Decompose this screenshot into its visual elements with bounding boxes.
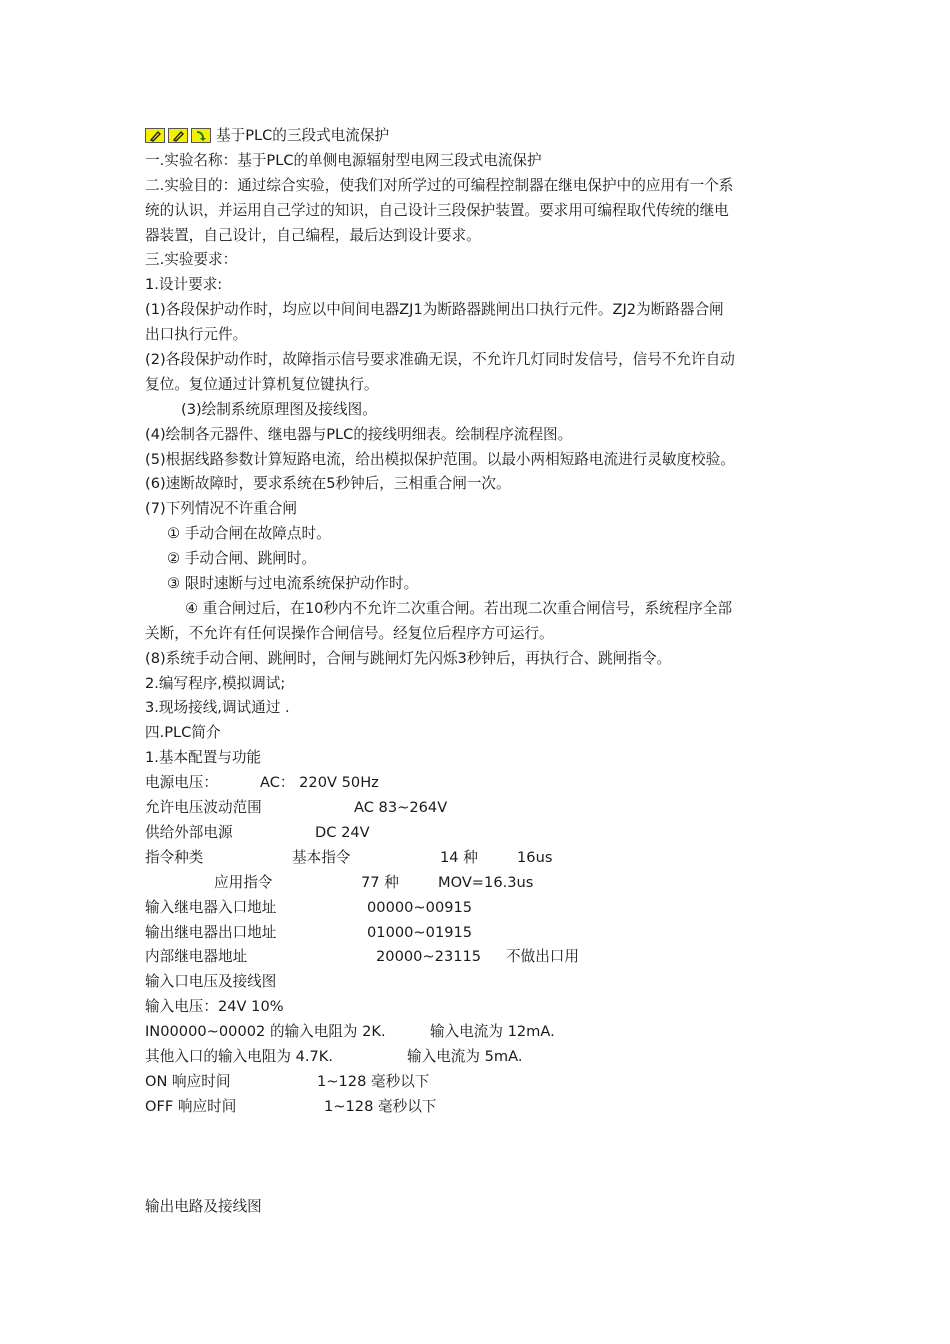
spec-label: 内部继电器地址: [145, 948, 248, 966]
text-line: ④ 重合闸过后，在10秒内不允许二次重合闸。若出现二次重合闸信号，系统程序全部: [185, 599, 733, 617]
text-line: 器装置，自己设计，自己编程，最后达到设计要求。: [145, 226, 481, 244]
spec-value: 16us: [517, 848, 553, 866]
text-line: 2.编写程序,模拟调试;: [145, 674, 286, 692]
text-line: (6)速断故障时，要求系统在5秒钟后，三相重合闸一次。: [145, 475, 511, 493]
spec-row: [145, 871, 815, 896]
spec-value: 1~128 毫秒以下: [324, 1097, 437, 1115]
spec-row: [145, 796, 815, 821]
text-line: (5)根据线路参数计算短路电流，给出模拟保护范围。以最小两相短路电流进行灵敏度校验。: [145, 450, 735, 468]
spec-label: 输出继电器出口地址: [145, 923, 277, 941]
text-line: ② 手动合闸、跳闸时。: [167, 550, 317, 568]
text-line: (1)各段保护动作时，均应以中间间电器ZJ1为断路器跳闸出口执行元件。ZJ2为断路器合闸: [145, 301, 724, 319]
page-title: 基于PLC的三段式电流保护: [216, 127, 390, 144]
spec-value: DC 24V: [315, 823, 370, 841]
text-line: 输入口电压及接线图: [145, 973, 277, 991]
text-line: (4)绘制各元器件、继电器与PLC的接线明细表。绘制程序流程图。: [145, 425, 573, 443]
spec-value: 77 种: [361, 873, 399, 891]
spec-label: OFF 响应时间: [145, 1097, 237, 1115]
spec-row: [145, 1045, 815, 1070]
spec-value: AC： 220V 50Hz: [260, 774, 379, 792]
spec-label: 供给外部电源: [145, 823, 233, 841]
subsection-heading: 1.基本配置与功能: [145, 749, 262, 767]
pencil-icon[interactable]: [168, 128, 188, 143]
document-page: [145, 124, 815, 1220]
spec-label: 基本指令: [292, 848, 351, 866]
text-line: (7)下列情况不许重合闸: [145, 500, 298, 518]
spec-label: IN00000~00002 的输入电阻为 2K.: [145, 1023, 386, 1041]
text-line: 关断，不允许有任何误操作合闸信号。经复位后程序方可运行。: [145, 624, 554, 642]
spec-row: [145, 1095, 815, 1120]
text-line: (8)系统手动合闸、跳闸时，合闸与跳闸灯先闪烁3秒钟后，再执行合、跳闸指令。: [145, 649, 672, 667]
spec-label: 输入继电器入口地址: [145, 898, 277, 916]
text-line: 输入电压：24V 10%: [145, 998, 284, 1016]
spec-note: 不做出口用: [506, 948, 579, 966]
text-line: 一.实验名称：基于PLC的单侧电源辐射型电网三段式电流保护: [145, 151, 542, 169]
text-line: 出口执行元件。: [145, 326, 248, 344]
text-line: 1.设计要求:: [145, 276, 223, 294]
text-line: 二.实验目的：通过综合实验，使我们对所学过的可编程控制器在继电保护中的应用有一个系: [145, 176, 734, 194]
arrow-icon[interactable]: [191, 128, 211, 143]
spec-label: ON 响应时间: [145, 1072, 231, 1090]
spec-row: [145, 846, 815, 871]
title-line: [145, 124, 815, 149]
section-heading: 输出电路及接线图: [145, 1197, 262, 1215]
section-heading: 四.PLC简介: [145, 724, 221, 742]
spec-row: [145, 1070, 815, 1095]
spec-value: 14 种: [440, 848, 478, 866]
spec-label: 指令种类: [145, 848, 204, 866]
spec-value: MOV=16.3us: [438, 873, 534, 891]
text-line: ③ 限时速断与过电流系统保护动作时。: [167, 575, 419, 593]
spec-row: [145, 921, 815, 946]
spec-value: 输入电流为 5mA.: [407, 1047, 523, 1065]
spec-value: 01000~01915: [367, 923, 473, 941]
spec-value: 00000~00915: [367, 898, 473, 916]
spec-label: 允许电压波动范围: [145, 799, 262, 817]
spec-row: [145, 896, 815, 921]
spec-value: AC 83~264V: [354, 799, 448, 817]
spec-value: 1~128 毫秒以下: [317, 1072, 430, 1090]
spec-label: 应用指令: [214, 873, 273, 891]
spec-label: 电源电压：: [145, 774, 218, 792]
title-icons: [145, 128, 214, 144]
text-line: 三.实验要求：: [145, 251, 238, 269]
text-line: 3.现场接线,调试通过 .: [145, 699, 290, 717]
spec-row: [145, 1020, 815, 1045]
spec-row: [145, 821, 815, 846]
spec-row: [145, 945, 815, 970]
spec-label: 其他入口的输入电阻为 4.7K.: [145, 1047, 333, 1065]
spec-value: 输入电流为 12mA.: [430, 1023, 555, 1041]
spec-row: [145, 771, 815, 796]
text-line: 复位。复位通过计算机复位键执行。: [145, 375, 379, 393]
text-line: (2)各段保护动作时，故障指示信号要求准确无误，不允许几灯同时发信号，信号不允许自动: [145, 351, 735, 369]
text-line: ① 手动合闸在故障点时。: [167, 525, 331, 543]
text-line: 统的认识，并运用自己学过的知识，自己设计三段保护装置。要求用可编程取代传统的继电: [145, 201, 729, 219]
pencil-icon[interactable]: [145, 128, 165, 143]
spec-value: 20000~23115: [376, 948, 482, 966]
text-line: (3)绘制系统原理图及接线图。: [181, 400, 377, 418]
